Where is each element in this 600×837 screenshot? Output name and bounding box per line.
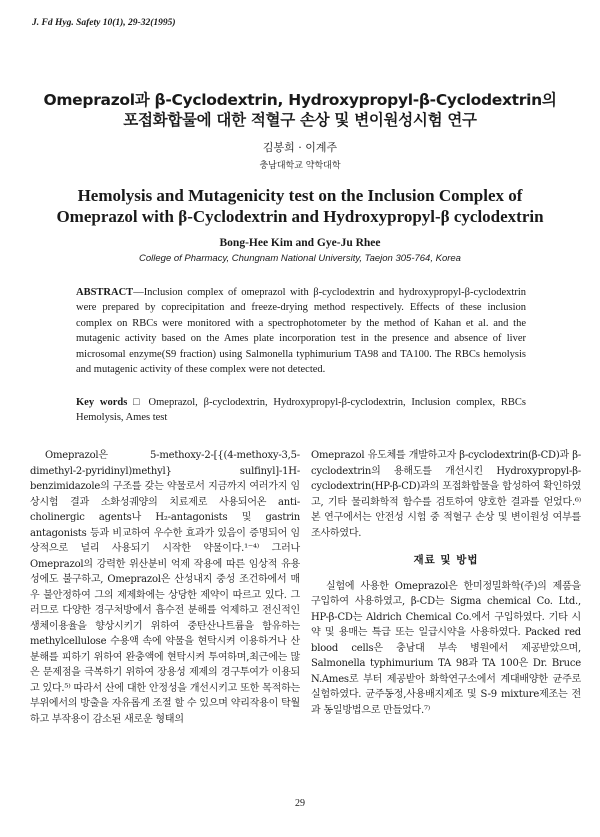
keywords-text: Omeprazol, β-cyclodextrin, Hydroxypropyl-β-cyclodextrin, Inclusion complex, RBCs Hemolysis, Ames test (76, 397, 527, 424)
page-number: 29 (295, 798, 305, 809)
intro-paragraph-continued: Omeprazol 유도체를 개발하고자 β-cyclodextrin(β-CD)과 β-cyclodextrin의 용해도를 개선시킨 Hydroxypropyl-β-cyclodextrin(HP-β-CD)과의 포접화합물을 합성하여 확인하였고, 기타 물리화학적 함수를 검토하여 양호한 결과를 얻었다.⁶⁾ 본 연구에서는 안전성 시험 중 적혈구 손상 및 변이원성 여부를 조사하였다. (311, 450, 581, 539)
abstract-text: Inclusion complex of omeprazol with β-cyclodextrin and hydroxypropyl-β-cyclodextrin were prepared by coprecipitation and freeze-drying method respectively. Effects of these inclusion complex on RBCs were monitored with a spectrophotometer by the method of Kahan et al. and the mutagenic activity based on the Ames plate incorporation test in the presence and absence of liver microsomal enzyme(S9 fraction) using Salmonella typhimurium TA98 and TA100. The RBCs hemolysis and mutagenic activity of these complex were not detected. (76, 287, 526, 376)
body-right-column (311, 448, 581, 718)
korean-authors: 김봉희 · 이계주 (262, 141, 338, 154)
korean-title (0, 90, 600, 130)
keywords-label: Key words (76, 397, 128, 408)
korean-title-line1: Omeprazol과 β-Cyclodextrin, Hydroxypropyl-β-Cyclodextrin의 (43, 91, 557, 109)
keywords-box-icon: □ (133, 397, 143, 408)
methods-paragraph: 실험에 사용한 Omeprazol은 한미정밀화학(주)의 제품을 구입하여 사용하였고, β-CD는 Sigma chemical Co. Ltd., HP-β-CD는 Aldrich Chemical Co.에서 구입하였다. 기타 시약 및 용매는 특급 또는 일급시약을 사용하였다. Packed red blood cells은 충남대 부속 병원에서 제공받았으며, Salmonella typhimurium TA 98과 TA 100은 Dr. Bruce N.Ames로 부터 제공받아 화학연구소에서 계대배양한 균주로 실험하였다. 균주동정,사용배지제조 및 S-9 mixture제조는 전과 동일방법으로 만들었다.⁷⁾ (311, 580, 581, 716)
abstract-dash: — (133, 287, 144, 298)
english-authors: Bong-Hee Kim and Gye-Ju Rhee (219, 237, 381, 249)
english-title-line2: Omeprazol with β-Cyclodextrin and Hydroxypropyl-β cyclodextrin (56, 207, 544, 226)
korean-affiliation: 충남대학교 약학대학 (259, 161, 341, 171)
korean-title-line2: 포접화합물에 대한 적혈구 손상 및 변이원성시험 연구 (123, 111, 477, 129)
english-affiliation: College of Pharmacy, Chungnam National University, Taejon 305-764, Korea (139, 253, 461, 264)
english-title-line1: Hemolysis and Mutagenicity test on the Inclusion Complex of (77, 186, 523, 205)
keywords (76, 395, 526, 426)
abstract (76, 285, 526, 377)
english-title (0, 185, 600, 227)
intro-paragraph: Omeprazol은 5-methoxy-2-[{(4-methoxy-3,5-dimethyl-2-pyridinyl)methyl} sulfinyl]-1H-benzimidazole의 구조를 갖는 약물로서 지금까지 여러가지 임상시험 결과 소화성궤양의 치료제로 사용되어온 anti-cholinergic agents나 H₂-antagonists 및 gastrin antagonists 등과 비교하여 우수한 효과가 있음이 증명되어 임상적으로 널리 사용되기 시작한 약물이다.¹⁻⁴⁾ 그러나 Omeprazol의 강력한 위산분비 억제 작용에 따른 임상적 유용성에도 불구하고, Omeprazol은 산성내지 중성 조건하에서 매우 불안정하여 그의 제제화에는 상당한 제약이 따르고 있다. 그러므로 다양한 경구처방에서 흡수전 분해를 억제하고 전신적인 생체이용율을 향상시키기 위하여 중탄산나트륨을 함유하는 methylcellulose 수용액 속에 약물을 현탁시켜 이용하거나 산분해를 피하기 위하여 완충액에 현탁시켜 투여하며,최근에는 많은 문제점을 극복하기 위하여 장용성 제제의 경구투여가 이용되고 있다.⁵⁾ 따라서 산에 대한 안정성을 개선시키고 또한 목적하는 부위에서의 방출을 자유롭게 조절 할 수 있으며 약리작용이 탁월하고 부작용이 감소된 새로운 형태의 (30, 450, 300, 725)
section-heading-methods: 재료 및 방법 (413, 554, 479, 566)
body-left-column (30, 448, 300, 727)
abstract-label: ABSTRACT (76, 287, 134, 298)
journal-citation: J. Fd Hyg. Safety 10(1), 29-32(1995) (32, 18, 176, 28)
